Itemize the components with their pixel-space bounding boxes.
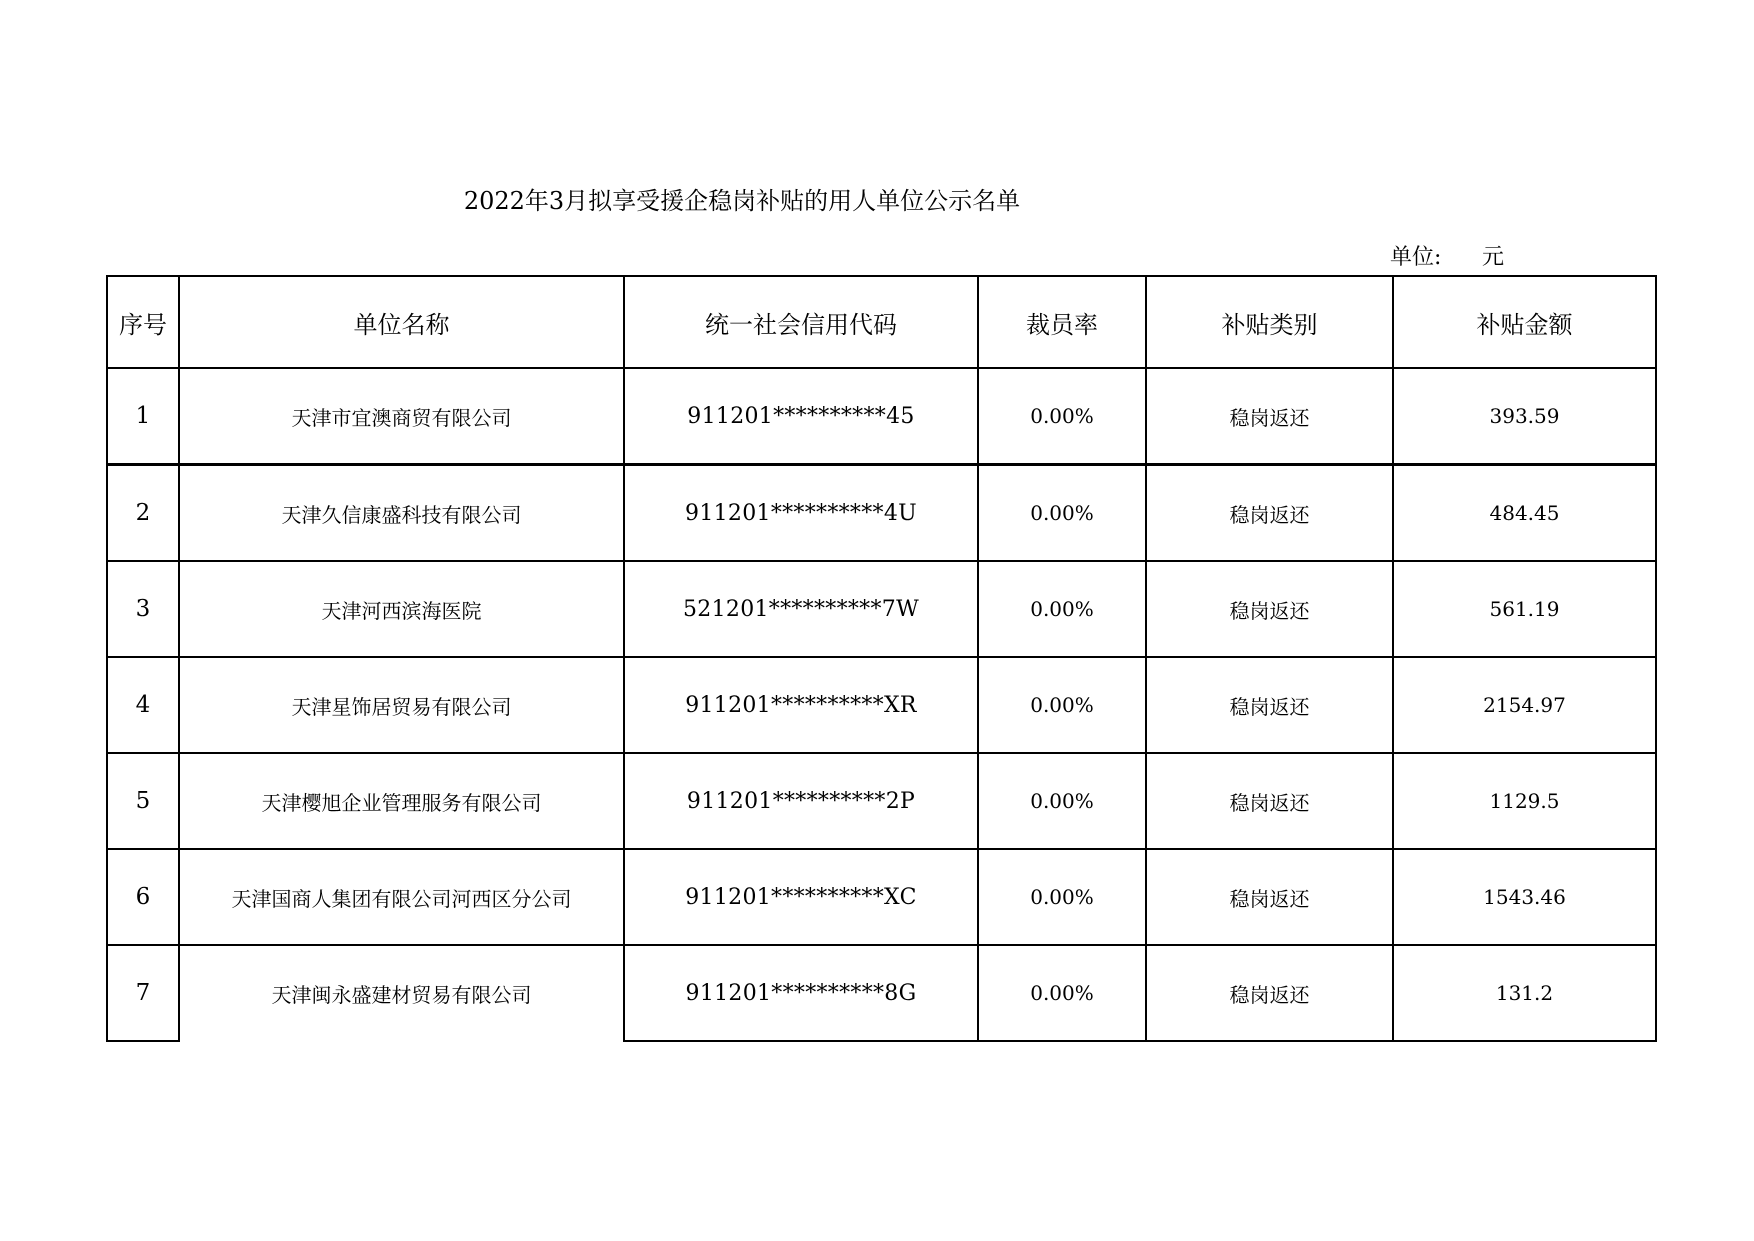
cell-amount: 131.2 [1393,945,1656,1041]
cell-amount: 393.59 [1393,368,1656,465]
header-rate: 裁员率 [978,276,1146,368]
cell-seq: 3 [107,561,179,657]
cell-category: 稳岗返还 [1146,465,1393,562]
cell-category: 稳岗返还 [1146,849,1393,945]
unit-line [1390,243,1505,273]
cell-name: 天津久信康盛科技有限公司 [179,465,624,562]
table-row [107,753,1656,849]
cell-rate: 0.00% [978,945,1146,1041]
cell-category: 稳岗返还 [1146,945,1393,1041]
cell-code: 911201**********XC [624,849,978,945]
table-row [107,561,1656,657]
cell-code: 911201**********2P [624,753,978,849]
cell-seq: 5 [107,753,179,849]
cell-rate: 0.00% [978,465,1146,562]
cell-category: 稳岗返还 [1146,561,1393,657]
header-amount: 补贴金额 [1393,276,1656,368]
cell-seq: 6 [107,849,179,945]
cell-rate: 0.00% [978,561,1146,657]
cell-name: 天津国商人集团有限公司河西区分公司 [179,849,624,945]
header-code: 统一社会信用代码 [624,276,978,368]
cell-name: 天津闽永盛建材贸易有限公司 [179,945,624,1041]
cell-name: 天津星饰居贸易有限公司 [179,657,624,753]
cell-code: 521201**********7W [624,561,978,657]
subsidy-table [106,275,1657,1042]
table-row [107,945,1656,1041]
cell-code: 911201**********8G [624,945,978,1041]
table-header-row [107,276,1656,368]
cell-code: 911201**********XR [624,657,978,753]
cell-seq: 7 [107,945,179,1041]
cell-rate: 0.00% [978,657,1146,753]
cell-rate: 0.00% [978,849,1146,945]
cell-amount: 484.45 [1393,465,1656,562]
cell-category: 稳岗返还 [1146,753,1393,849]
header-category: 补贴类别 [1146,276,1393,368]
table-row [107,368,1656,465]
cell-amount: 1543.46 [1393,849,1656,945]
cell-amount: 1129.5 [1393,753,1656,849]
table-row [107,849,1656,945]
table-row [107,465,1656,562]
cell-rate: 0.00% [978,753,1146,849]
table-row [107,657,1656,753]
cell-code: 911201**********45 [624,368,978,465]
cell-rate: 0.00% [978,368,1146,465]
cell-amount: 561.19 [1393,561,1656,657]
page-title: 2022年3月拟享受援企稳岗补贴的用人单位公示名单 [463,187,1021,215]
cell-seq: 1 [107,368,179,465]
unit-label: 单位: [1390,245,1442,270]
cell-name: 天津河西滨海医院 [179,561,624,657]
cell-name: 天津市宜澳商贸有限公司 [179,368,624,465]
cell-amount: 2154.97 [1393,657,1656,753]
cell-seq: 2 [107,465,179,562]
unit-value: 元 [1482,245,1505,270]
cell-code: 911201**********4U [624,465,978,562]
header-seq: 序号 [107,276,179,368]
cell-name: 天津樱旭企业管理服务有限公司 [179,753,624,849]
header-name: 单位名称 [179,276,624,368]
cell-category: 稳岗返还 [1146,368,1393,465]
cell-seq: 4 [107,657,179,753]
cell-category: 稳岗返还 [1146,657,1393,753]
